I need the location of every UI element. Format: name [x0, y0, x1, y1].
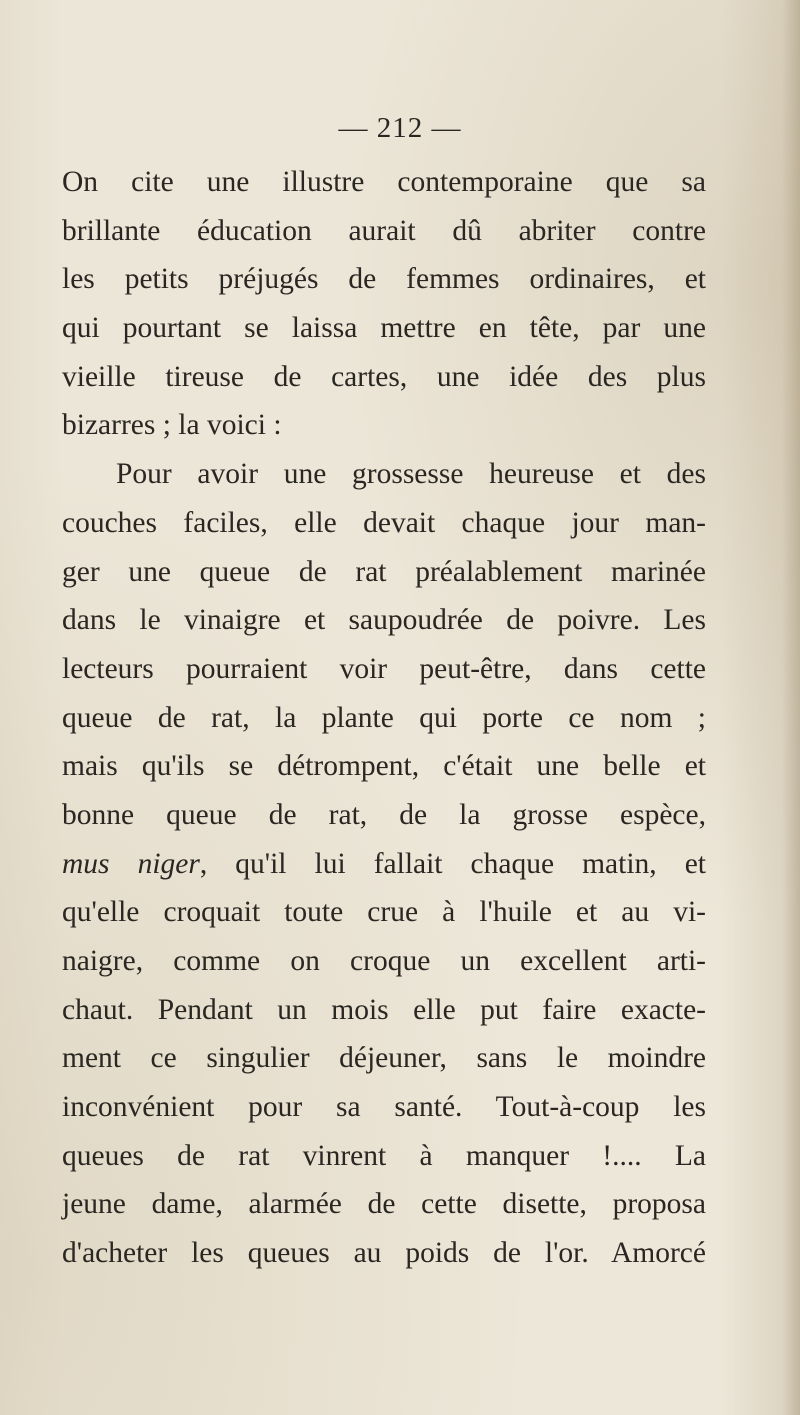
text-line: chaut. Pendant un mois elle put faire exacte- — [62, 993, 706, 1026]
body-text — [62, 158, 706, 1278]
text-line: queues de rat vinrent à manquer !.... La — [62, 1139, 706, 1172]
text-line: jeune dame, alarmée de cette disette, proposa — [62, 1188, 706, 1221]
text-line: ment ce singulier déjeuner, sans le moindre — [62, 1042, 706, 1075]
text-line-mixed — [62, 840, 706, 889]
text-line: d'acheter les queues au poids de l'or. Amorcé — [62, 1237, 706, 1270]
text-line: qui pourtant se laissa mettre en tête, par une — [62, 312, 706, 345]
page-edge-shadow — [782, 0, 800, 1415]
text-line: bizarres ; la voici : — [62, 409, 282, 442]
text-line: dans le vinaigre et saupoudrée de poivre. Les — [62, 604, 706, 637]
text-line: qu'elle croquait toute crue à l'huile et au vi- — [62, 896, 706, 929]
text-line: On cite une illustre contemporaine que sa — [62, 166, 706, 198]
text-line: bonne queue de rat, de la grosse espèce, — [62, 798, 706, 831]
page-number: — 212 — — [338, 112, 462, 144]
italic-latin-term: mus niger — [62, 847, 200, 880]
text-line: les petits préjugés de femmes ordinaires, et — [62, 263, 706, 296]
text-fragment: , qu'il lui fallait chaque matin, et — [199, 847, 706, 880]
text-line: queue de rat, la plante qui porte ce nom ; — [62, 701, 706, 734]
text-line: couches faciles, elle devait chaque jour man- — [62, 506, 706, 539]
text-line: mais qu'ils se détrompent, c'était une belle et — [62, 750, 706, 783]
text-line: inconvénient pour sa santé. Tout-à-coup les — [62, 1091, 706, 1124]
text-line: brillante éducation aurait dû abriter contre — [62, 214, 706, 247]
text-line: lecteurs pourraient voir peut-être, dans cette — [62, 652, 706, 685]
text-line: ger une queue de rat préalablement marinée — [62, 555, 706, 588]
text-line: Pour avoir une grossesse heureuse et des — [116, 458, 706, 491]
text-line: naigre, comme on croque un excellent arti- — [62, 945, 706, 977]
text-line: vieille tireuse de cartes, une idée des plus — [62, 360, 706, 393]
